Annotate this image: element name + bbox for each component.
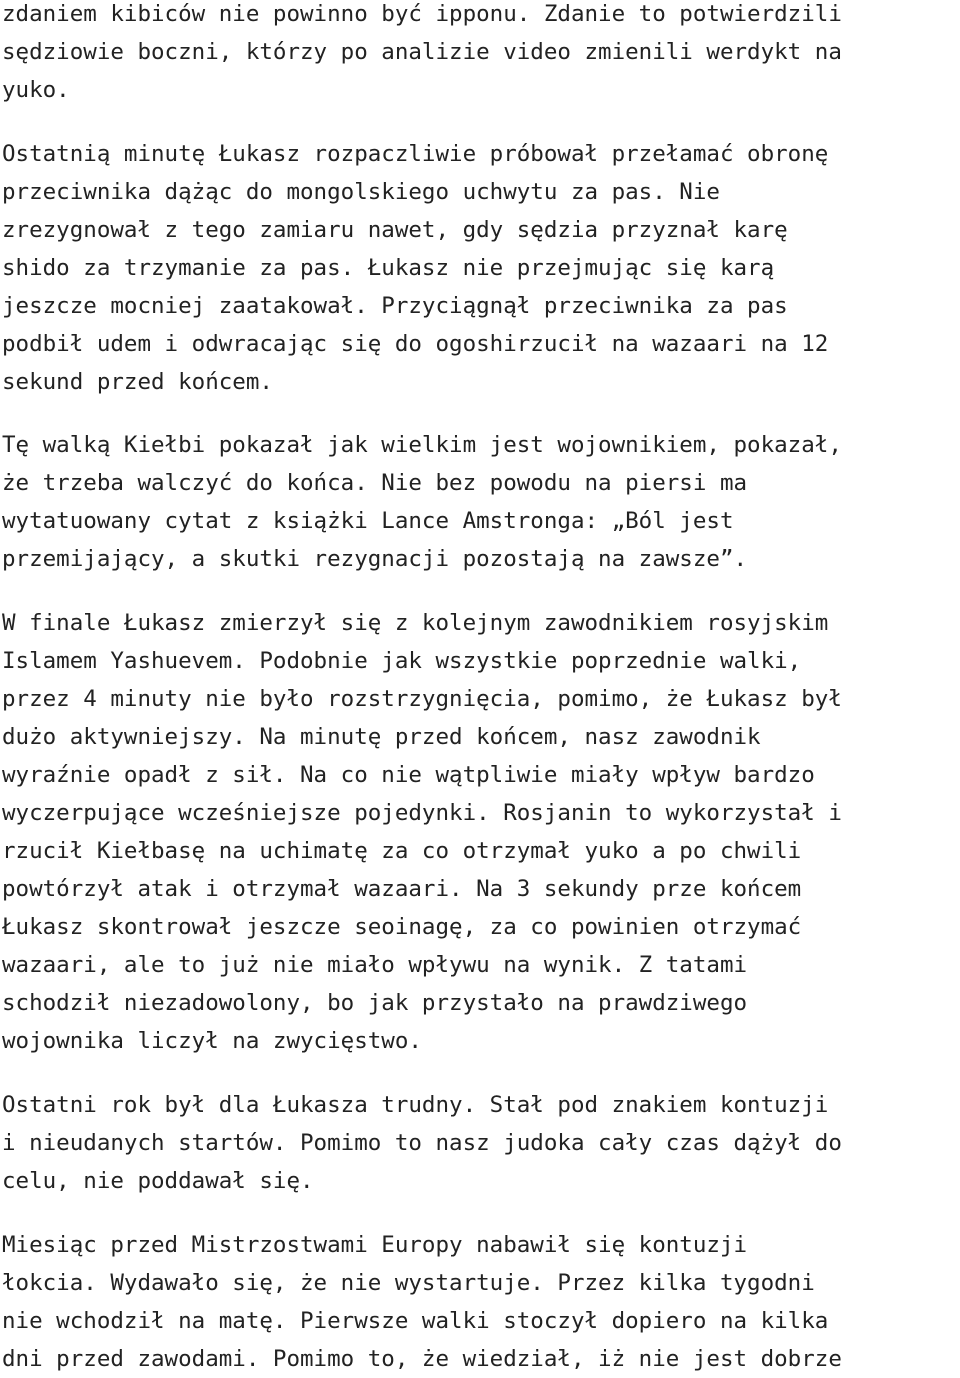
text-line: dużo aktywniejszy. Na minutę przed końcem, nasz zawodnik — [2, 724, 761, 750]
text-line: zrezygnował z tego zamiaru nawet, gdy sędzia przyznał karę — [2, 217, 788, 243]
text-line: Miesiąc przed Mistrzostwami Europy nabawił się kontuzji — [2, 1232, 748, 1258]
text-line: Ostatni rok był dla Łukasza trudny. Stał pod znakiem kontuzji — [2, 1092, 829, 1118]
text-line: łokcia. Wydawało się, że nie wystartuje. Przez kilka tygodni — [2, 1270, 815, 1296]
text-line: sekund przed końcem. — [2, 369, 273, 395]
text-line: powtórzył atak i otrzymał wazaari. Na 3 sekundy prze końcem — [2, 876, 802, 902]
text-line: przez 4 minuty nie było rozstrzygnięcia, pomimo, że Łukasz był — [2, 686, 842, 712]
text-line: wyraźnie opadł z sił. Na co nie wątpliwie miały wpływ bardzo — [2, 762, 815, 788]
text-line: rzucił Kiełbasę na uchimatę za co otrzymał yuko a po chwili — [2, 838, 802, 864]
text-line: Ostatnią minutę Łukasz rozpaczliwie próbował przełamać obronę — [2, 141, 829, 167]
text-line: Tę walką Kiełbi pokazał jak wielkim jest wojownikiem, pokazał, — [2, 432, 842, 458]
text-line: wojownika liczył na zwycięstwo. — [2, 1028, 422, 1054]
text-line: jeszcze mocniej zaatakował. Przyciągnął przeciwnika za pas — [2, 293, 788, 319]
text-line: wytatuowany cytat z książki Lance Amstronga: „Ból jest — [2, 508, 734, 534]
text-line: że trzeba walczyć do końca. Nie bez powodu na piersi ma — [2, 470, 748, 496]
text-line: shido za trzymanie za pas. Łukasz nie przejmując się karą — [2, 255, 775, 281]
text-line: celu, nie poddawał się. — [2, 1168, 314, 1194]
text-line: i nieudanych startów. Pomimo to nasz judoka cały czas dążył do — [2, 1130, 842, 1156]
text-line: zdaniem kibiców nie powinno być ipponu. Zdanie to potwierdzili — [2, 1, 842, 27]
text-line: przemijający, a skutki rezygnacji pozostają na zawsze”. — [2, 546, 748, 572]
text-line: podbił udem i odwracając się do ogoshirzucił na wazaari na 12 — [2, 331, 829, 357]
text-line: wazaari, ale to już nie miało wpływu na wynik. Z tatami — [2, 952, 748, 978]
text-line: yuko. — [2, 77, 70, 103]
text-line: Islamem Yashuevem. Podobnie jak wszystkie poprzednie walki, — [2, 648, 802, 674]
text-line: dni przed zawodami. Pomimo to, że wiedział, iż nie jest dobrze — [2, 1346, 842, 1372]
text-line: schodził niezadowolony, bo jak przystało na prawdziwego — [2, 990, 748, 1016]
text-line: Łukasz skontrował jeszcze seoinagę, za co powinien otrzymać — [2, 914, 802, 940]
text-line: W finale Łukasz zmierzył się z kolejnym zawodnikiem rosyjskim — [2, 610, 829, 636]
text-line: przeciwnika dążąc do mongolskiego uchwytu za pas. Nie — [2, 179, 720, 205]
text-line: wyczerpujące wcześniejsze pojedynki. Rosjanin to wykorzystał i — [2, 800, 842, 826]
text-line: sędziowie boczni, którzy po analizie video zmienili werdykt na — [2, 39, 842, 65]
text-line: nie wchodził na matę. Pierwsze walki stoczył dopiero na kilka — [2, 1308, 829, 1334]
